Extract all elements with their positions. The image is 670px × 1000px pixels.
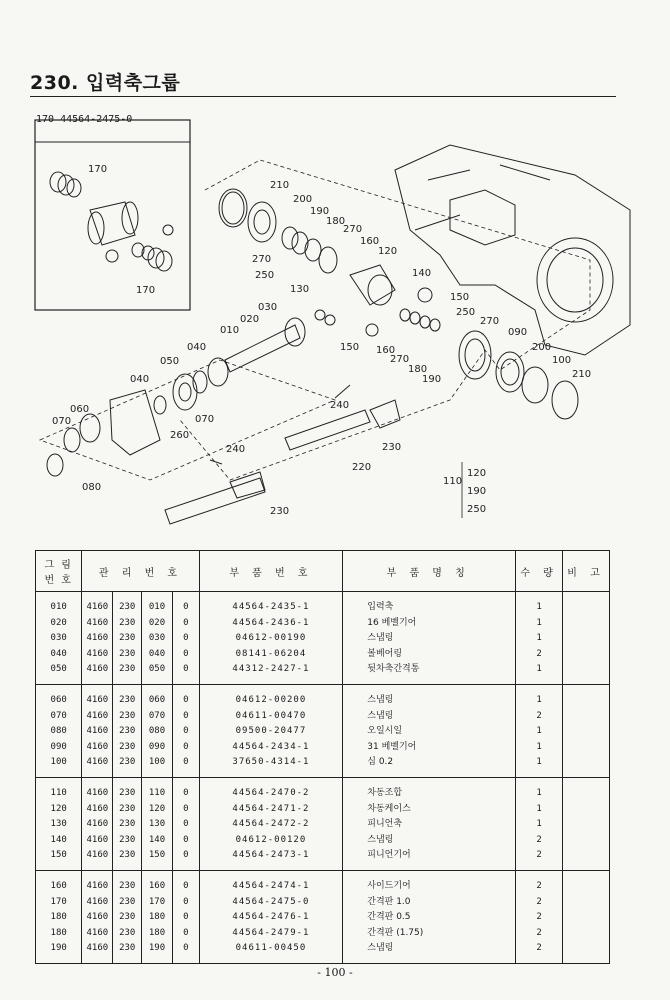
- table-row: [36, 647, 610, 663]
- table-row: [36, 724, 610, 740]
- mgmt-item-cell: 010: [142, 592, 173, 616]
- mgmt-item-cell: 180: [142, 910, 173, 926]
- callout-label: 240: [330, 400, 350, 411]
- mgmt-code-cell: 4160: [82, 848, 113, 870]
- part-number-cell: 44564-2434-1: [199, 740, 343, 756]
- mgmt-item-cell: 170: [142, 895, 173, 911]
- part-number-cell: 08141-06204: [199, 647, 343, 663]
- callout-label: 120: [467, 468, 487, 479]
- mgmt-rev-cell: 0: [172, 910, 199, 926]
- quantity-cell: 2: [516, 647, 563, 663]
- header-quantity: 수 량: [516, 551, 563, 592]
- callout-label: 250: [456, 307, 476, 318]
- mgmt-code-cell: 4160: [82, 724, 113, 740]
- header-management-number: 관 리 번 호: [82, 551, 199, 592]
- mgmt-rev-cell: 0: [172, 941, 199, 963]
- header-part-number: 부 품 번 호: [199, 551, 343, 592]
- mgmt-item-cell: 040: [142, 647, 173, 663]
- remarks-cell: [563, 631, 610, 647]
- quantity-cell: 1: [516, 592, 563, 616]
- mgmt-rev-cell: 0: [172, 817, 199, 833]
- item-number-cell: 180: [36, 926, 82, 942]
- table-row: [36, 910, 610, 926]
- table-row: [36, 740, 610, 756]
- mgmt-code-cell: 4160: [82, 817, 113, 833]
- table-row: [36, 777, 610, 801]
- part-name-cell: 사이드기어: [343, 870, 516, 894]
- remarks-cell: [563, 802, 610, 818]
- callout-label: 240: [226, 444, 246, 455]
- mgmt-group-cell: 230: [113, 662, 142, 684]
- remarks-cell: [563, 740, 610, 756]
- remarks-cell: [563, 709, 610, 725]
- mgmt-item-cell: 030: [142, 631, 173, 647]
- parts-table: [35, 550, 610, 964]
- callout-label: 040: [187, 342, 207, 353]
- header-item-number: 그 림 번 호: [36, 551, 82, 592]
- quantity-cell: 1: [516, 616, 563, 632]
- remarks-cell: [563, 817, 610, 833]
- remarks-cell: [563, 895, 610, 911]
- mgmt-code-cell: 4160: [82, 910, 113, 926]
- mgmt-item-cell: 050: [142, 662, 173, 684]
- mgmt-code-cell: 4160: [82, 755, 113, 777]
- part-number-cell: 44564-2470-2: [199, 777, 343, 801]
- quantity-cell: 1: [516, 817, 563, 833]
- mgmt-item-cell: 120: [142, 802, 173, 818]
- part-name-cell: 오일시일: [343, 724, 516, 740]
- part-name-cell: 스냅링: [343, 709, 516, 725]
- callout-label: 100: [552, 355, 572, 366]
- mgmt-group-cell: 230: [113, 895, 142, 911]
- part-name-cell: 피니언축: [343, 817, 516, 833]
- table-row: [36, 833, 610, 849]
- mgmt-group-cell: 230: [113, 817, 142, 833]
- mgmt-group-cell: 230: [113, 616, 142, 632]
- part-number-cell: 44564-2479-1: [199, 926, 343, 942]
- mgmt-item-cell: 090: [142, 740, 173, 756]
- mgmt-code-cell: 4160: [82, 709, 113, 725]
- mgmt-group-cell: 230: [113, 777, 142, 801]
- callout-label: 270: [252, 254, 272, 265]
- section-title: 230. 입력축그룹: [30, 72, 181, 94]
- remarks-cell: [563, 662, 610, 684]
- item-number-cell: 030: [36, 631, 82, 647]
- callout-label: 220: [352, 462, 372, 473]
- part-number-cell: 04612-00190: [199, 631, 343, 647]
- quantity-cell: 2: [516, 910, 563, 926]
- table-row: [36, 817, 610, 833]
- part-number-cell: 44312-2427-1: [199, 662, 343, 684]
- remarks-cell: [563, 848, 610, 870]
- callout-label: 180: [326, 216, 346, 227]
- mgmt-rev-cell: 0: [172, 848, 199, 870]
- part-number-cell: 44564-2472-2: [199, 817, 343, 833]
- quantity-cell: 2: [516, 870, 563, 894]
- mgmt-item-cell: 020: [142, 616, 173, 632]
- item-number-cell: 010: [36, 592, 82, 616]
- callout-label: 260: [170, 430, 190, 441]
- callout-label: 200: [532, 342, 552, 353]
- quantity-cell: 1: [516, 724, 563, 740]
- mgmt-group-cell: 230: [113, 802, 142, 818]
- part-name-cell: 볼베어링: [343, 647, 516, 663]
- mgmt-code-cell: 4160: [82, 941, 113, 963]
- callout-label: 160: [360, 236, 380, 247]
- mgmt-group-cell: 230: [113, 684, 142, 708]
- callout-label: 230: [382, 442, 402, 453]
- item-number-cell: 080: [36, 724, 82, 740]
- remarks-cell: [563, 684, 610, 708]
- part-number-cell: 04612-00120: [199, 833, 343, 849]
- mgmt-rev-cell: 0: [172, 724, 199, 740]
- mgmt-code-cell: 4160: [82, 870, 113, 894]
- callout-label: 120: [378, 246, 398, 257]
- table-row: [36, 592, 610, 616]
- part-number-cell: 37650-4314-1: [199, 755, 343, 777]
- callout-label: 040: [130, 374, 150, 385]
- callout-label: 140: [412, 268, 432, 279]
- mgmt-code-cell: 4160: [82, 631, 113, 647]
- mgmt-rev-cell: 0: [172, 592, 199, 616]
- mgmt-item-cell: 190: [142, 941, 173, 963]
- table-row: [36, 755, 610, 777]
- table-row: [36, 848, 610, 870]
- item-number-cell: 160: [36, 870, 82, 894]
- part-name-cell: 31 베벨기어: [343, 740, 516, 756]
- callout-label: 250: [467, 504, 487, 515]
- remarks-cell: [563, 755, 610, 777]
- part-name-cell: 차동조합: [343, 777, 516, 801]
- quantity-cell: 1: [516, 662, 563, 684]
- mgmt-code-cell: 4160: [82, 833, 113, 849]
- part-number-cell: 44564-2473-1: [199, 848, 343, 870]
- callout-label: 200: [293, 194, 313, 205]
- part-name-cell: 입력축: [343, 592, 516, 616]
- item-number-cell: 170: [36, 895, 82, 911]
- part-number-cell: 44564-2436-1: [199, 616, 343, 632]
- callout-label: 270: [343, 224, 363, 235]
- part-name-cell: 간격판 1.0: [343, 895, 516, 911]
- item-number-cell: 070: [36, 709, 82, 725]
- mgmt-rev-cell: 0: [172, 926, 199, 942]
- mgmt-group-cell: 230: [113, 833, 142, 849]
- quantity-cell: 2: [516, 833, 563, 849]
- part-name-cell: 16 베벨기어: [343, 616, 516, 632]
- callout-label: 010: [220, 325, 240, 336]
- callout-label: 070: [195, 414, 215, 425]
- mgmt-rev-cell: 0: [172, 802, 199, 818]
- mgmt-code-cell: 4160: [82, 802, 113, 818]
- item-number-cell: 090: [36, 740, 82, 756]
- mgmt-rev-cell: 0: [172, 833, 199, 849]
- item-number-cell: 110: [36, 777, 82, 801]
- table-row: [36, 684, 610, 708]
- mgmt-group-cell: 230: [113, 941, 142, 963]
- mgmt-group-cell: 230: [113, 926, 142, 942]
- callout-label: 030: [258, 302, 278, 313]
- remarks-cell: [563, 941, 610, 963]
- remarks-cell: [563, 910, 610, 926]
- callout-label: 190: [467, 486, 487, 497]
- callout-label: 130: [290, 284, 310, 295]
- part-name-cell: 피니언기어: [343, 848, 516, 870]
- mgmt-code-cell: 4160: [82, 895, 113, 911]
- item-number-cell: 180: [36, 910, 82, 926]
- quantity-cell: 1: [516, 755, 563, 777]
- callout-label: 190: [310, 206, 330, 217]
- remarks-cell: [563, 870, 610, 894]
- mgmt-item-cell: 060: [142, 684, 173, 708]
- quantity-cell: 2: [516, 895, 563, 911]
- table-row: [36, 895, 610, 911]
- part-number-cell: 44564-2435-1: [199, 592, 343, 616]
- part-number-cell: 44564-2476-1: [199, 910, 343, 926]
- mgmt-group-cell: 230: [113, 709, 142, 725]
- mgmt-code-cell: 4160: [82, 647, 113, 663]
- remarks-cell: [563, 833, 610, 849]
- remarks-cell: [563, 724, 610, 740]
- mgmt-item-cell: 160: [142, 870, 173, 894]
- part-number-cell: 04611-00450: [199, 941, 343, 963]
- callout-label: 090: [508, 327, 528, 338]
- callout-label: 080: [82, 482, 102, 493]
- item-number-cell: 150: [36, 848, 82, 870]
- part-name-cell: 스냅링: [343, 631, 516, 647]
- table-row: [36, 616, 610, 632]
- header-part-name: 부 품 명 칭: [343, 551, 516, 592]
- remarks-cell: [563, 647, 610, 663]
- part-number-cell: 44564-2475-0: [199, 895, 343, 911]
- item-number-cell: 040: [36, 647, 82, 663]
- callout-label: 250: [255, 270, 275, 281]
- item-number-cell: 120: [36, 802, 82, 818]
- callout-label: 160: [376, 345, 396, 356]
- mgmt-rev-cell: 0: [172, 777, 199, 801]
- part-name-cell: 스냅링: [343, 833, 516, 849]
- mgmt-group-cell: 230: [113, 647, 142, 663]
- mgmt-rev-cell: 0: [172, 755, 199, 777]
- item-number-cell: 060: [36, 684, 82, 708]
- mgmt-group-cell: 230: [113, 740, 142, 756]
- table-row: [36, 941, 610, 963]
- quantity-cell: 2: [516, 848, 563, 870]
- callout-label: 110: [443, 476, 463, 487]
- callout-label: 060: [70, 404, 90, 415]
- item-number-cell: 130: [36, 817, 82, 833]
- mgmt-item-cell: 080: [142, 724, 173, 740]
- callout-label: 150: [340, 342, 360, 353]
- part-name-cell: 스냅링: [343, 941, 516, 963]
- mgmt-item-cell: 070: [142, 709, 173, 725]
- quantity-cell: 2: [516, 941, 563, 963]
- mgmt-rev-cell: 0: [172, 740, 199, 756]
- mgmt-item-cell: 110: [142, 777, 173, 801]
- callout-label: 180: [408, 364, 428, 375]
- mgmt-rev-cell: 0: [172, 684, 199, 708]
- mgmt-rev-cell: 0: [172, 870, 199, 894]
- mgmt-code-cell: 4160: [82, 926, 113, 942]
- callout-label: 170: [88, 164, 108, 175]
- callout-label: 270: [390, 354, 410, 365]
- item-number-cell: 190: [36, 941, 82, 963]
- mgmt-item-cell: 140: [142, 833, 173, 849]
- page-number: - 100 -: [317, 966, 353, 979]
- callout-label: 150: [450, 292, 470, 303]
- remarks-cell: [563, 592, 610, 616]
- callout-label: 070: [52, 416, 72, 427]
- part-name-cell: 간격판 0.5: [343, 910, 516, 926]
- mgmt-group-cell: 230: [113, 910, 142, 926]
- mgmt-item-cell: 100: [142, 755, 173, 777]
- quantity-cell: 2: [516, 709, 563, 725]
- mgmt-item-cell: 180: [142, 926, 173, 942]
- exploded-diagram: [30, 110, 640, 550]
- remarks-cell: [563, 616, 610, 632]
- mgmt-rev-cell: 0: [172, 895, 199, 911]
- part-name-cell: 스냅링: [343, 684, 516, 708]
- mgmt-group-cell: 230: [113, 755, 142, 777]
- mgmt-item-cell: 150: [142, 848, 173, 870]
- mgmt-rev-cell: 0: [172, 631, 199, 647]
- table-row: [36, 662, 610, 684]
- mgmt-code-cell: 4160: [82, 740, 113, 756]
- remarks-cell: [563, 777, 610, 801]
- quantity-cell: 1: [516, 802, 563, 818]
- mgmt-rev-cell: 0: [172, 647, 199, 663]
- remarks-cell: [563, 926, 610, 942]
- callout-label: 230: [270, 506, 290, 517]
- mgmt-rev-cell: 0: [172, 616, 199, 632]
- table-row: [36, 926, 610, 942]
- part-name-cell: 차동케이스: [343, 802, 516, 818]
- part-number-cell: 09500-20477: [199, 724, 343, 740]
- quantity-cell: 1: [516, 631, 563, 647]
- part-name-cell: 심 0.2: [343, 755, 516, 777]
- mgmt-code-cell: 4160: [82, 592, 113, 616]
- part-number-cell: 04611-00470: [199, 709, 343, 725]
- callout-label: 270: [480, 316, 500, 327]
- callout-label: 170: [136, 285, 156, 296]
- mgmt-rev-cell: 0: [172, 662, 199, 684]
- part-number-cell: 04612-00200: [199, 684, 343, 708]
- mgmt-item-cell: 130: [142, 817, 173, 833]
- callout-label: 210: [270, 180, 290, 191]
- mgmt-group-cell: 230: [113, 592, 142, 616]
- part-name-cell: 간격판 (1.75): [343, 926, 516, 942]
- mgmt-code-cell: 4160: [82, 777, 113, 801]
- inset-label: 170 44564-2475-0: [36, 114, 133, 125]
- table-row: [36, 870, 610, 894]
- title-rule: [30, 96, 616, 97]
- quantity-cell: 2: [516, 926, 563, 942]
- item-number-cell: 050: [36, 662, 82, 684]
- header-remarks: 비 고: [563, 551, 610, 592]
- parts-table-body: [36, 592, 610, 964]
- mgmt-group-cell: 230: [113, 870, 142, 894]
- table-row: [36, 631, 610, 647]
- quantity-cell: 1: [516, 684, 563, 708]
- item-number-cell: 020: [36, 616, 82, 632]
- part-number-cell: 44564-2471-2: [199, 802, 343, 818]
- exploded-diagram-drawing: [30, 110, 640, 550]
- callout-label: 050: [160, 356, 180, 367]
- part-number-cell: 44564-2474-1: [199, 870, 343, 894]
- mgmt-code-cell: 4160: [82, 616, 113, 632]
- callout-label: 190: [422, 374, 442, 385]
- item-number-cell: 100: [36, 755, 82, 777]
- table-row: [36, 802, 610, 818]
- part-name-cell: 뒷차축간격통: [343, 662, 516, 684]
- mgmt-group-cell: 230: [113, 848, 142, 870]
- mgmt-code-cell: 4160: [82, 684, 113, 708]
- mgmt-code-cell: 4160: [82, 662, 113, 684]
- callout-label: 020: [240, 314, 260, 325]
- mgmt-rev-cell: 0: [172, 709, 199, 725]
- quantity-cell: 1: [516, 777, 563, 801]
- table-row: [36, 709, 610, 725]
- item-number-cell: 140: [36, 833, 82, 849]
- mgmt-group-cell: 230: [113, 631, 142, 647]
- quantity-cell: 1: [516, 740, 563, 756]
- callout-label: 210: [572, 369, 592, 380]
- mgmt-group-cell: 230: [113, 724, 142, 740]
